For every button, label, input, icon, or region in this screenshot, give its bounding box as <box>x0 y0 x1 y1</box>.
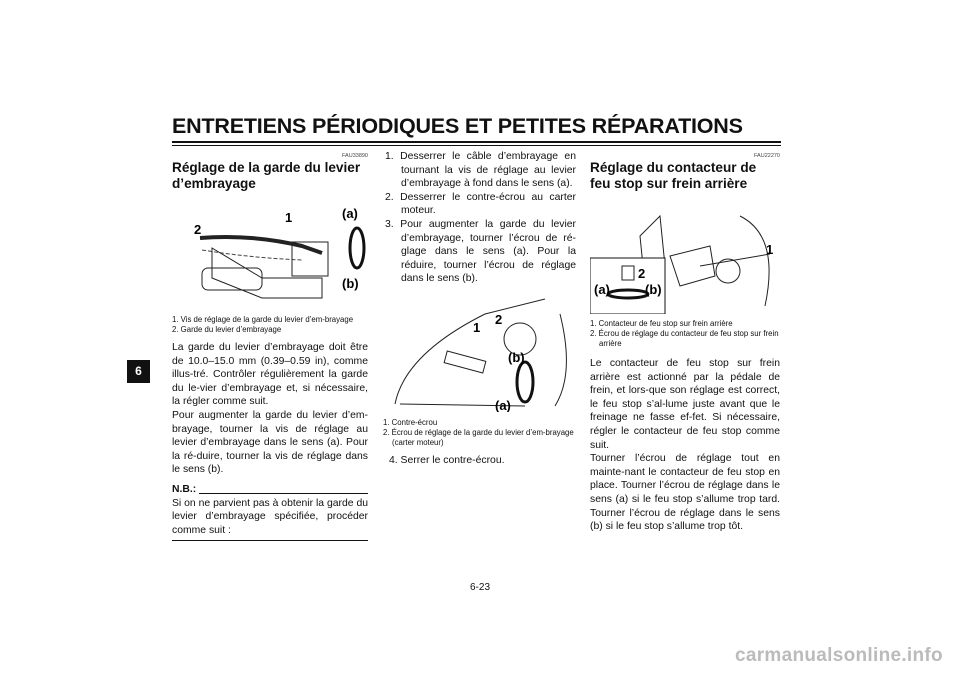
figure-captions <box>172 315 368 335</box>
page-title: ENTRETIENS PÉRIODIQUES ET PETITES RÉPARATIONS <box>172 114 743 138</box>
middle-column <box>385 150 576 468</box>
label-a: (a) <box>594 282 610 297</box>
right-column <box>590 153 780 534</box>
caption-2: 2. Garde du levier d’embrayage <box>172 325 282 334</box>
steps-list-continued <box>389 454 576 468</box>
caption-2: 2. Écrou de réglage de la garde du levier d’em-brayage (carter moteur) <box>383 427 574 447</box>
label-1: 1 <box>766 242 774 257</box>
steps-list <box>385 150 576 286</box>
step: 2. Desserrer le contre-écrou au carter moteur. <box>385 191 576 217</box>
paragraph: Pour augmenter la garde du levier d’em-brayage, tourner la vis de réglage au levier d’embrayage dans le sens (a). Pour la ré-duire, tourner la vis de réglage dans le sens (b). <box>172 409 368 476</box>
note-label: N.B.: <box>172 483 197 495</box>
label-2: 2 <box>638 266 646 281</box>
paragraph: Tourner l’écrou de réglage tout en mainte-nant le contacteur de feu stop en place. Tourner l’écrou de réglage dans le sens (a) si le feu stop s’allume trop tard. Tourner l’écrou de réglage dans le sens (b) si le feu stop s’allume trop tôt. <box>590 453 780 533</box>
section-heading: Réglage de la garde du levier d’embrayage <box>172 160 361 191</box>
page-number: 6-23 <box>469 582 490 593</box>
chapter-tab: 6 <box>127 360 150 383</box>
paragraph: La garde du levier d’embrayage doit être de 10.0–15.0 mm (0.39–0.59 in), comme illus-tré. Contrôler régulièrement la garde du le-vier d’embrayage et, si nécessaire, la régler comme suit. <box>172 342 368 408</box>
caption-1: 1. Contre-écrou <box>383 417 438 427</box>
note-rule <box>172 540 368 541</box>
label-b: (b) <box>508 349 525 365</box>
label-1: 1 <box>285 210 293 225</box>
label-2: 2 <box>495 311 503 327</box>
figure-captions <box>383 418 576 448</box>
label-b: (b) <box>342 276 359 291</box>
label-1: 1 <box>473 319 481 335</box>
figure-captions <box>590 319 780 349</box>
watermark: carmanualsonline.info <box>735 645 943 666</box>
step: 1. Desserrer le câble d’embrayage en tournant la vis de réglage au levier d’embrayage à fond dans le sens (a). <box>385 151 576 190</box>
paragraph: Le contacteur de feu stop sur frein arrière est actionné par la pédale de frein, et lors-que son réglage est correct, le feu stop s’al-lume juste avant que le freinage ne fasse ef-fet. Si nécessaire, régler le contacteur de feu stop comme suit. <box>590 358 780 451</box>
step: 4. Serrer le contre-écrou. <box>389 454 505 466</box>
title-rule-thin <box>172 145 781 146</box>
note-text: Si on ne parvient pas à obtenir la garde du levier d’embrayage spécifiée, procéder comme suit : <box>172 497 368 536</box>
engine-adjuster-illustration <box>385 294 576 412</box>
note-heading <box>172 483 368 497</box>
brake-switch-illustration <box>590 196 780 314</box>
label-b: (b) <box>645 282 662 297</box>
label-2: 2 <box>194 222 202 237</box>
caption-2: 2. Écrou de réglage du contacteur de feu stop sur frein arrière <box>590 329 779 348</box>
label-a: (a) <box>342 206 358 221</box>
label-a: (a) <box>495 397 511 412</box>
section-heading: Réglage du contacteur de feu stop sur frein arrière <box>590 160 757 191</box>
clutch-lever-illustration <box>172 198 368 310</box>
caption-1: 1. Vis de réglage de la garde du levier d’em-brayage <box>172 315 354 324</box>
step: 3. Pour augmenter la garde du levier d’embrayage, tourner l’écrou de ré-glage dans le sens (a). Pour la réduire, tourner l’écrou de réglage dans le sens (b). <box>385 218 576 285</box>
section-code: FAU33890 <box>342 153 368 159</box>
title-rule <box>172 141 781 143</box>
section-code: FAU22270 <box>754 153 780 159</box>
caption-1: 1. Contacteur de feu stop sur frein arrière <box>590 319 733 328</box>
left-column <box>172 153 368 541</box>
